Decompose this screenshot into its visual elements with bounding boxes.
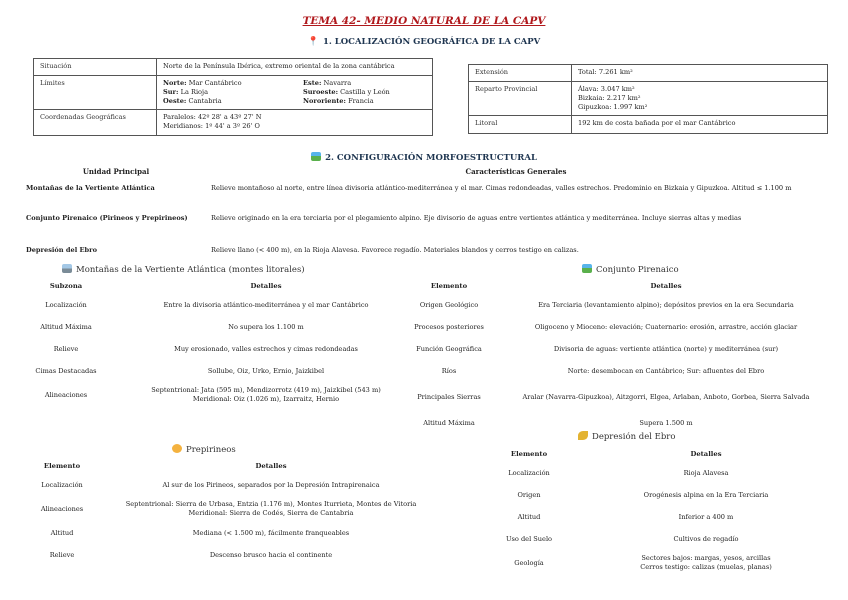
- table-row: [474, 462, 828, 484]
- table-row: [26, 382, 426, 408]
- row-key: Ríos: [441, 366, 457, 375]
- table-row: [22, 522, 440, 544]
- row-label: Litoral: [469, 116, 572, 134]
- row-key: Uso del Suelo: [505, 534, 553, 543]
- pirenaico-heading: [582, 264, 679, 275]
- table-row: [26, 180, 826, 210]
- row-label: Extensión: [469, 65, 572, 82]
- row-key: Altitud: [50, 528, 74, 537]
- row-value: Entre la divisoria atlántico-mediterránea y el mar Cantábrico: [163, 300, 369, 309]
- row-key: Origen Geológico: [419, 300, 479, 309]
- row-key: Principales Sierras: [417, 392, 481, 401]
- limit-value: Francia: [348, 96, 374, 105]
- reparto-bizkaia: Bizkaia: 2.217 km²: [578, 93, 641, 102]
- table-row: [394, 338, 828, 360]
- row-key: Geología: [514, 558, 544, 567]
- row-value: Muy erosionado, valles estrechos y cimas redondeadas: [174, 344, 358, 353]
- unit-name: Depresión del Ebro: [26, 246, 98, 254]
- row-label: Situación: [34, 59, 157, 76]
- row-key: Procesos posteriores: [414, 322, 484, 331]
- table-row: [26, 316, 426, 338]
- table-row: [26, 244, 826, 258]
- table-row: [469, 65, 828, 82]
- row-value: Era Terciaria (levantamiento alpino); depósitos previos en la era Secundaria: [538, 300, 794, 309]
- alineacion-meridional: Meridional: Sierra de Codés, Sierra de Cantabria: [188, 509, 354, 517]
- prepirineos-title: Prepirineos: [186, 445, 236, 455]
- ebro-heading: [578, 431, 675, 442]
- table-row: [22, 544, 440, 566]
- limit-key: Norte:: [163, 79, 187, 87]
- row-value: [102, 496, 440, 522]
- section2-heading: [0, 152, 848, 163]
- row-value: Norte: desembocan en Cantábrico; Sur: afluentes del Ebro: [567, 366, 765, 375]
- row-key: Altitud Máxima: [423, 418, 475, 427]
- alineacion-meridional: Meridional: Oiz (1.026 m), Izarraitz, Hernio: [192, 395, 340, 403]
- unit-desc: Relieve originado en la era terciaria por el plegamiento alpino. Eje divisorio de aguas entre vertientes atlántica y mediterránea. Incluye sierras altas y medias: [211, 214, 742, 222]
- reparto-alava: Álava: 3.047 km²: [578, 85, 635, 93]
- prepirineos-table: [22, 462, 440, 566]
- row-value: [584, 550, 828, 576]
- row-value: Rioja Alavesa: [683, 468, 729, 477]
- row-key: Altitud: [517, 512, 541, 521]
- limit-key: Sur:: [163, 87, 179, 96]
- limit-key: Este:: [303, 79, 322, 87]
- table-header-row: [22, 462, 440, 474]
- table-row: [26, 338, 426, 360]
- col-unidad: Unidad Principal: [82, 167, 150, 176]
- col-elemento: Elemento: [430, 282, 468, 290]
- table-row: [22, 474, 440, 496]
- pin-icon: 📍: [307, 37, 319, 47]
- table-row: [469, 116, 828, 134]
- coord-meridianos: Meridianos: 1º 44' a 3º 26' O: [163, 121, 260, 130]
- col-detalles: Detalles: [690, 450, 722, 458]
- table-row: [34, 59, 433, 76]
- col-elemento: Elemento: [510, 450, 548, 458]
- table-row: [474, 506, 828, 528]
- table-row: [474, 528, 828, 550]
- limit-value: La Rioja: [180, 87, 209, 96]
- section2-title: 2. CONFIGURACIÓN MORFOESTRUCTURAL: [325, 153, 537, 163]
- pirenaico-title: Conjunto Pirenaico: [596, 265, 679, 275]
- table-row: [394, 360, 828, 382]
- morpho-table: [26, 163, 826, 258]
- row-value: No supera los 1.100 m: [228, 322, 304, 331]
- row-value: Norte de la Península Ibérica, extremo oriental de la zona cantábrica: [157, 59, 433, 76]
- table-row: [394, 294, 828, 316]
- montanas-table: [26, 282, 426, 408]
- row-value: Divisoria de aguas: vertiente atlántica (norte) y mediterránea (sur): [553, 344, 779, 353]
- table-row: [474, 550, 828, 576]
- table-row: [26, 210, 826, 244]
- row-key: Localización: [508, 468, 550, 477]
- alineacion-septentrional: Septentrional: Sierra de Urbasa, Entzia (1.176 m), Montes Iturrieta, Montes de Vitoria: [125, 500, 417, 509]
- unit-name: Montañas de la Vertiente Atlántica: [26, 184, 155, 192]
- table-row: [394, 382, 828, 412]
- pirenaico-table: [394, 282, 828, 434]
- row-key: Cimas Destacadas: [35, 366, 97, 375]
- row-key: Alineaciones: [44, 390, 88, 399]
- ebro-title: Depresión del Ebro: [592, 432, 676, 442]
- col-caracteristicas: Características Generales: [465, 167, 567, 176]
- limit-key: Oeste:: [163, 96, 187, 105]
- row-key: Alineaciones: [40, 504, 84, 513]
- prepirineos-heading: [172, 444, 236, 455]
- row-value: Cultivos de regadío: [673, 534, 739, 543]
- limit-value: Castilla y León: [340, 87, 390, 96]
- row-value: Aralar (Navarra-Gipuzkoa), Aitzgorri, Elgea, Arlaban, Anboto, Gorbea, Sierra Salvada: [522, 392, 810, 401]
- geologia-bajos: Sectores bajos: margas, yesos, arcillas: [641, 554, 771, 563]
- col-elemento: Elemento: [43, 462, 81, 470]
- col-subzona: Subzona: [49, 282, 83, 290]
- wheat-icon: [578, 431, 588, 440]
- table-header-row: [394, 282, 828, 294]
- row-value: Total: 7.261 km²: [572, 65, 828, 82]
- table-row: [34, 76, 433, 110]
- row-value: Inferior a 400 m: [678, 512, 734, 521]
- location-table-left: [33, 58, 433, 136]
- row-value: [106, 382, 426, 408]
- table-row: [22, 496, 440, 522]
- geologia-cerros: Cerros testigo: calizas (muelas, planas): [640, 563, 772, 571]
- table-row: [394, 316, 828, 338]
- mountain-icon: [582, 264, 592, 273]
- table-header-row: [474, 450, 828, 462]
- limit-value: Cantabria: [188, 96, 222, 105]
- col-detalles: Detalles: [650, 282, 682, 290]
- row-value: Orogénesis alpina en la Era Terciaria: [643, 490, 769, 499]
- row-label: Límites: [34, 76, 157, 110]
- row-value: Al sur de los Pirineos, separados por la Depresión Intrapirenaica: [162, 480, 380, 489]
- row-value: Supera 1.500 m: [639, 418, 693, 427]
- mountain-icon: [311, 152, 321, 161]
- section1-heading: [0, 37, 848, 47]
- row-key: Origen: [517, 490, 541, 499]
- unit-desc: Relieve montañoso al norte, entre línea divisoria atlántico-mediterránea y el mar. Cimas redondeadas, valles estrechos. Predominio en Bizkaia y Gipuzkoa. Altitud ≤ 1.100 m: [211, 184, 792, 192]
- table-row: [474, 484, 828, 506]
- row-value: Descenso brusco hacia el continente: [209, 550, 333, 559]
- table-row: [26, 294, 426, 316]
- row-value: 192 km de costa bañada por el mar Cantábrico: [572, 116, 828, 134]
- table-row: [469, 82, 828, 116]
- row-key: Función Geográfica: [416, 344, 482, 353]
- reparto-gipuzkoa: Gipuzkoa: 1.997 km²: [578, 102, 648, 111]
- section1-title: 1. LOCALIZACIÓN GEOGRÁFICA DE LA CAPV: [322, 37, 541, 47]
- unit-name: Conjunto Pirenaico (Pirineos y Prepirineos): [26, 214, 188, 222]
- row-key: Relieve: [53, 344, 79, 353]
- row-key: Altitud Máxima: [40, 322, 92, 331]
- row-label: Coordenadas Geográficas: [34, 109, 157, 135]
- limit-key: Nororiente:: [303, 96, 346, 105]
- row-value: Oligoceno y Mioceno: elevación; Cuaternario: erosión, arrastre, acción glaciar: [534, 322, 798, 331]
- snow-mountain-icon: [62, 264, 72, 273]
- limit-key: Suroeste:: [303, 87, 339, 96]
- table-header-row: [26, 282, 426, 294]
- row-key: Localización: [41, 480, 83, 489]
- row-value: Sollube, Oiz, Urko, Ernio, Jaizkibel: [207, 366, 325, 375]
- table-header-row: [26, 163, 826, 180]
- row-label: Reparto Provincial: [469, 82, 572, 116]
- compass-icon: [172, 444, 182, 453]
- page-title: TEMA 42- MEDIO NATURAL DE LA CAPV: [302, 15, 546, 27]
- limit-value: Navarra: [323, 79, 352, 87]
- row-key: Localización: [45, 300, 87, 309]
- row-value: Mediana (< 1.500 m), fácilmente franqueables: [192, 528, 350, 537]
- col-detalles: Detalles: [255, 462, 287, 470]
- limit-value: Mar Cantábrico: [188, 79, 242, 87]
- alineacion-septentrional: Septentrional: Jata (595 m), Mendizorrotz (419 m), Jaizkibel (543 m): [151, 386, 381, 395]
- table-row: [26, 360, 426, 382]
- table-row: [34, 109, 433, 135]
- unit-desc: Relieve llano (< 400 m), en la Rioja Alavesa. Favorece regadío. Materiales blandos y cerros testigo en calizas.: [211, 246, 579, 254]
- location-table-right: [468, 64, 828, 134]
- coord-paralelos: Paralelos: 42º 28' a 43º 27' N: [163, 112, 262, 121]
- row-key: Relieve: [49, 550, 75, 559]
- montanas-title: Montañas de la Vertiente Atlántica (montes litorales): [76, 265, 305, 275]
- limits-cell: [157, 76, 433, 110]
- ebro-table: [474, 450, 828, 576]
- col-detalles: Detalles: [250, 282, 282, 290]
- montanas-heading: [62, 264, 305, 275]
- row-value: [572, 82, 828, 116]
- row-value: [157, 109, 433, 135]
